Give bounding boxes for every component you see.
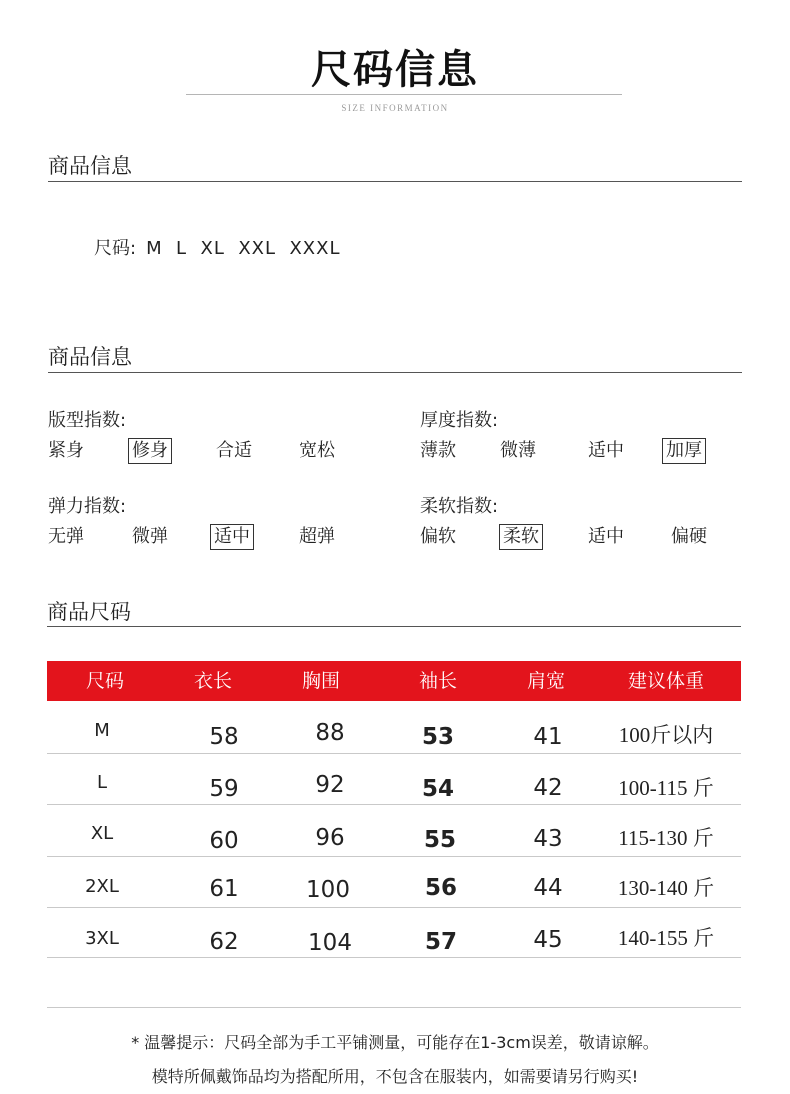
table-cell-sleeve: 53 <box>421 724 454 750</box>
elasticity-option-selected: 适中 <box>210 524 254 550</box>
column-header-size: 尺码 <box>85 670 124 692</box>
table-row-divider <box>47 856 741 857</box>
note-accessories: 模特所佩戴饰品均为搭配所用，不包含在服装内，如需要请另行购买! <box>151 1067 639 1086</box>
size-values: M L XL XXL XXXL <box>146 238 341 259</box>
table-cell-sleeve: 54 <box>421 776 454 802</box>
table-cell-shoulder: 44 <box>533 875 563 901</box>
table-cell-length: 62 <box>209 929 239 955</box>
column-header-shoulder: 肩宽 <box>526 670 565 692</box>
softness-index-label: 柔软指数: <box>420 496 499 517</box>
page-title: 尺码信息 <box>311 47 479 93</box>
table-cell-shoulder: 43 <box>533 826 563 852</box>
softness-option-selected: 柔软 <box>499 524 543 550</box>
thickness-option: 微薄 <box>500 440 536 461</box>
section-heading-size-chart: 商品尺码 <box>47 600 131 624</box>
table-row-divider <box>47 804 741 805</box>
table-cell-weight: 140-155 斤 <box>617 926 715 950</box>
fit-option: 宽松 <box>299 440 335 461</box>
table-cell-size: XL <box>90 823 114 844</box>
table-cell-sleeve: 56 <box>424 875 457 901</box>
table-cell-weight: 130-140 斤 <box>617 876 715 900</box>
table-cell-chest: 104 <box>308 930 352 956</box>
thickness-option-selected: 加厚 <box>662 438 706 464</box>
fit-option: 紧身 <box>48 440 84 461</box>
table-cell-length: 61 <box>209 876 239 902</box>
column-header-chest: 胸围 <box>301 670 340 692</box>
section-heading-indices: 商品信息 <box>48 345 132 369</box>
table-cell-size: 3XL <box>85 928 119 949</box>
table-cell-length: 60 <box>209 828 239 854</box>
thickness-option: 适中 <box>588 440 624 461</box>
table-cell-sleeve: 57 <box>424 929 457 955</box>
table-cell-sleeve: 55 <box>423 827 456 853</box>
table-cell-shoulder: 45 <box>533 927 563 953</box>
table-cell-weight: 100-115 斤 <box>618 776 714 800</box>
table-cell-shoulder: 41 <box>533 724 563 750</box>
table-cell-shoulder: 42 <box>533 775 563 801</box>
fit-index-label: 版型指数: <box>48 410 127 431</box>
elasticity-index-label: 弹力指数: <box>48 496 127 517</box>
table-bottom-rule <box>47 1007 741 1008</box>
table-row-divider <box>47 753 741 754</box>
table-row-divider <box>47 957 741 958</box>
table-cell-length: 58 <box>209 724 239 750</box>
fit-option-selected: 修身 <box>128 438 172 464</box>
elasticity-option: 无弹 <box>48 526 84 547</box>
column-header-length: 衣长 <box>193 670 232 692</box>
elasticity-option: 超弹 <box>299 526 335 547</box>
table-cell-length: 59 <box>209 776 239 802</box>
table-cell-chest: 88 <box>315 720 345 746</box>
table-cell-size: L <box>96 772 108 793</box>
column-header-weight: 建议体重 <box>627 670 704 692</box>
table-cell-weight: 100斤以内 <box>618 723 714 747</box>
size-label: 尺码: <box>94 238 137 259</box>
section-divider <box>48 181 742 182</box>
table-cell-size: 2XL <box>85 876 119 897</box>
softness-option: 适中 <box>588 526 624 547</box>
note-measurement-tip: * 温馨提示：尺码全部为手工平铺测量，可能存在1-3cm误差，敬请谅解。 <box>131 1033 659 1052</box>
table-cell-chest: 92 <box>315 772 345 798</box>
available-sizes <box>94 234 340 260</box>
section-divider <box>47 626 741 627</box>
page-subtitle: SIZE INFORMATION <box>341 103 449 113</box>
softness-option: 偏硬 <box>671 526 707 547</box>
title-divider <box>186 94 622 95</box>
elasticity-option: 微弹 <box>132 526 168 547</box>
section-heading-product-info: 商品信息 <box>48 154 132 178</box>
thickness-option: 薄款 <box>420 440 456 461</box>
table-cell-chest: 96 <box>315 825 345 851</box>
softness-option: 偏软 <box>420 526 456 547</box>
fit-option: 合适 <box>216 440 252 461</box>
column-header-sleeve: 袖长 <box>418 670 457 692</box>
table-cell-size: M <box>94 720 110 741</box>
section-divider <box>48 372 742 373</box>
table-row-divider <box>47 907 741 908</box>
table-cell-weight: 115-130 斤 <box>618 826 714 850</box>
table-cell-chest: 100 <box>306 877 350 903</box>
thickness-index-label: 厚度指数: <box>420 410 499 431</box>
